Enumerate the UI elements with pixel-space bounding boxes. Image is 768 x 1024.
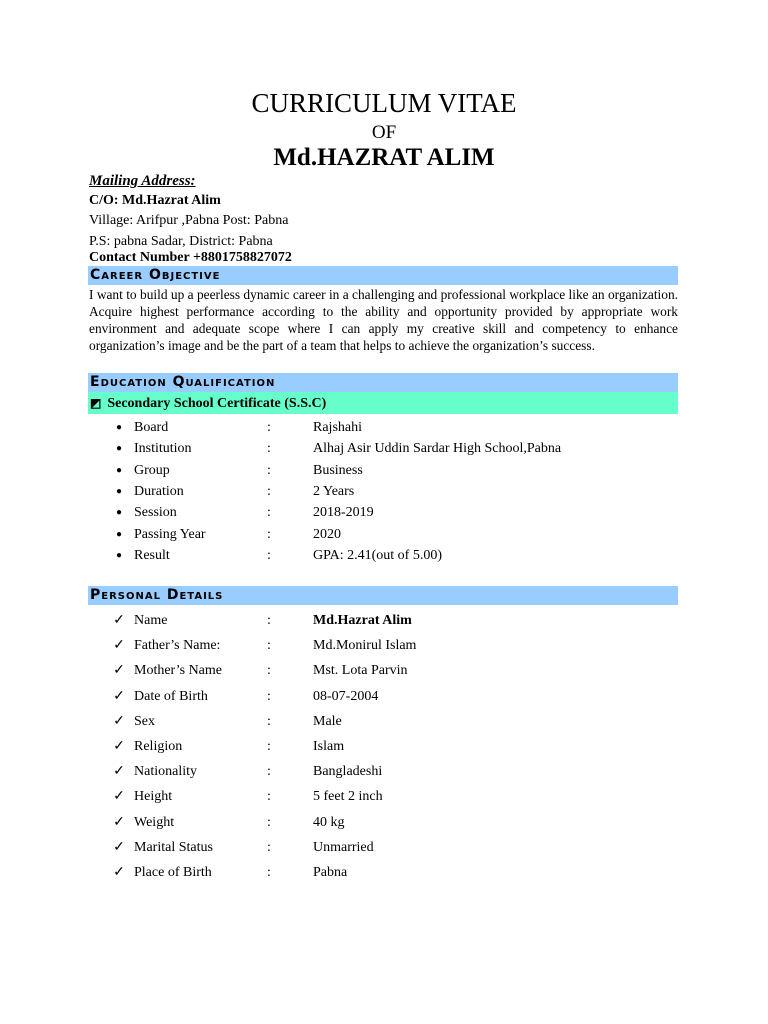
field-label: Father’s Name: — [134, 638, 221, 654]
field-label: Mother’s Name — [134, 663, 222, 679]
field-separator: : — [267, 789, 271, 805]
bullet-icon: ● — [115, 485, 123, 497]
list-item — [0, 482, 768, 502]
personal-details-heading: Personal Details — [88, 586, 678, 605]
field-value: Md.Monirul Islam — [313, 638, 417, 654]
checkmark-icon: ✓ — [113, 839, 125, 855]
contact-number: Contact Number +8801758827072 — [89, 250, 292, 265]
field-separator: : — [267, 441, 271, 457]
field-label: Place of Birth — [134, 865, 212, 880]
career-objective-text: I want to build up a peerless dynamic career in a challenging and professional workplace like an organization. Acquire highest performance according to the ability and opportunity provided by appropriate work environment and adequate scope where I can apply my creative skill and competency to enhance organization’s image and be the part of a team that helps to achieve the organization’s success. — [89, 287, 678, 353]
list-item — [0, 525, 768, 545]
checkmark-icon: ✓ — [113, 789, 125, 805]
field-separator: : — [267, 462, 271, 478]
list-item — [0, 461, 768, 481]
field-separator: : — [267, 505, 271, 521]
field-separator: : — [267, 547, 271, 563]
field-value: Alhaj Asir Uddin Sardar High School,Pabna — [313, 441, 562, 457]
career-objective-heading: Career Objective — [88, 266, 678, 285]
care-of-line: C/O: Md.Hazrat Alim — [89, 193, 221, 208]
field-label: Passing Year — [134, 526, 206, 542]
field-value: 2018-2019 — [313, 505, 374, 521]
field-label: Nationality — [134, 764, 197, 780]
list-item — [0, 813, 768, 833]
field-label: Religion — [134, 739, 183, 754]
bullet-icon: ● — [115, 528, 123, 540]
field-label: Board — [134, 420, 169, 435]
checkmark-icon: ✓ — [113, 814, 125, 830]
checkmark-icon: ✓ — [113, 865, 125, 880]
field-value: 5 feet 2 inch — [313, 789, 383, 805]
list-item — [0, 611, 768, 631]
field-label: Result — [134, 547, 170, 563]
list-item — [0, 737, 768, 757]
checkmark-icon: ✓ — [113, 663, 125, 679]
field-label: Height — [134, 789, 173, 805]
field-value: Bangladeshi — [313, 764, 383, 780]
field-label: Weight — [134, 814, 175, 830]
field-label: Sex — [134, 713, 155, 729]
field-value: 40 kg — [313, 814, 345, 830]
mailing-address-heading: Mailing Address: — [89, 173, 196, 189]
ssc-title: Secondary School Certificate (S.S.C) — [107, 396, 327, 411]
candidate-name-title: Md.HAZRAT ALIM — [273, 144, 495, 171]
field-separator: : — [267, 814, 271, 830]
list-item — [0, 712, 768, 732]
field-separator: : — [267, 483, 271, 499]
field-separator: : — [267, 638, 271, 654]
field-value: Mst. Lota Parvin — [313, 663, 408, 679]
list-item — [0, 439, 768, 459]
field-value: Unmarried — [313, 839, 374, 855]
square-marker-icon: ◩ — [90, 396, 102, 410]
field-label: Institution — [134, 441, 192, 457]
field-separator: : — [267, 526, 271, 542]
list-item — [0, 503, 768, 523]
field-value: Md.Hazrat Alim — [313, 613, 412, 628]
list-item — [0, 863, 768, 883]
field-separator: : — [267, 839, 271, 855]
education-heading: Education Qualification — [88, 373, 678, 392]
field-value: GPA: 2.41(out of 5.00) — [313, 547, 442, 563]
field-value: Pabna — [313, 865, 348, 880]
bullet-icon: ● — [115, 443, 123, 455]
field-value: 2 Years — [313, 483, 355, 499]
field-label: Session — [134, 505, 177, 521]
field-value: Male — [313, 713, 342, 729]
field-value: Islam — [313, 739, 345, 754]
checkmark-icon: ✓ — [113, 713, 125, 729]
list-item — [0, 661, 768, 681]
list-item — [0, 838, 768, 858]
field-label: Duration — [134, 483, 184, 499]
field-separator: : — [267, 420, 271, 435]
bullet-icon: ● — [115, 464, 123, 476]
field-label: Group — [134, 462, 170, 478]
field-value: 2020 — [313, 526, 341, 542]
field-separator: : — [267, 865, 271, 880]
checkmark-icon: ✓ — [113, 613, 125, 628]
field-separator: : — [267, 739, 271, 754]
list-item — [0, 546, 768, 566]
field-value: Rajshahi — [313, 420, 362, 435]
checkmark-icon: ✓ — [113, 638, 125, 654]
police-station-line: P.S: pabna Sadar, District: Pabna — [89, 234, 273, 249]
list-item — [0, 762, 768, 782]
field-separator: : — [267, 764, 271, 780]
bullet-icon: ● — [115, 507, 123, 519]
field-separator: : — [267, 613, 271, 628]
field-value: 08-07-2004 — [313, 688, 379, 704]
field-label: Name — [134, 613, 168, 628]
list-item — [0, 787, 768, 807]
checkmark-icon: ✓ — [113, 739, 125, 754]
document-title: CURRICULUM VITAE — [251, 88, 517, 118]
field-separator: : — [267, 688, 271, 704]
list-item — [0, 636, 768, 656]
village-line: Village: Arifpur ,Pabna Post: Pabna — [89, 213, 289, 228]
field-separator: : — [267, 713, 271, 729]
field-label: Marital Status — [134, 839, 213, 855]
field-label: Date of Birth — [134, 688, 208, 704]
field-value: Business — [313, 462, 363, 478]
list-item — [0, 418, 768, 438]
checkmark-icon: ✓ — [113, 764, 125, 780]
bullet-icon: ● — [115, 549, 123, 561]
ssc-heading — [88, 392, 678, 414]
checkmark-icon: ✓ — [113, 688, 125, 704]
field-separator: : — [267, 663, 271, 679]
list-item — [0, 687, 768, 707]
title-of: OF — [371, 122, 397, 143]
bullet-icon: ● — [115, 422, 123, 433]
